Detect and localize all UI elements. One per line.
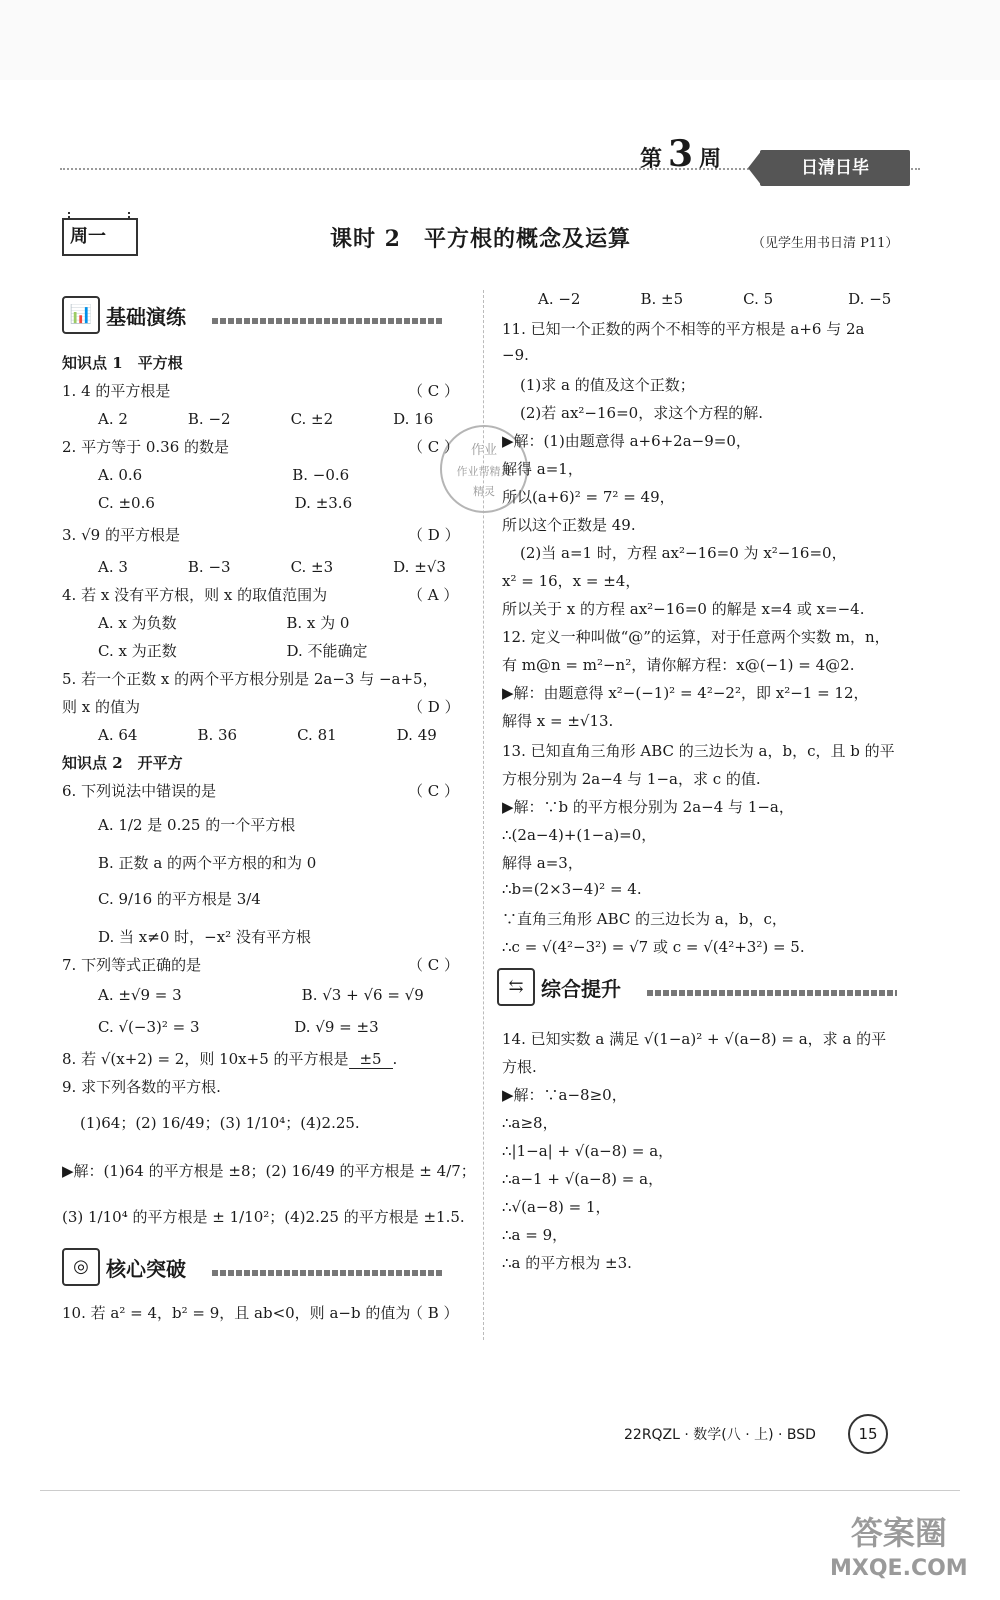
bar-chart-icon: 📊 [62, 296, 100, 334]
daily-badge: 日清日毕 [760, 150, 910, 186]
left-line: D. 当 x≠0 时，−x² 没有平方根 [98, 928, 311, 946]
lesson-title: 课时 2 平方根的概念及运算 [330, 226, 631, 252]
right-line: ∴√(a−8) = 1， [502, 1198, 611, 1216]
left-line: C. ±0.6 D. ±3.6 [98, 494, 353, 512]
left-line: 5. 若一个正数 x 的两个平方根分别是 2a−3 与 −a+5， [62, 670, 438, 688]
choice-answer: （ D ） [408, 526, 460, 544]
left-line: (3) 1/10⁴ 的平方根是 ± 1/10²；(4)2.25 的平方根是 ±1.5. [62, 1208, 465, 1226]
right-line: ∴c = √(4²−3²) = √7 或 c = √(4²+3²) = 5. [502, 938, 805, 956]
right-line: ▶解：由题意得 x²−(−1)² = 4²−2²，即 x²−1 = 12， [502, 684, 869, 702]
lesson-reference: （见学生用书日清 P11） [752, 236, 899, 251]
left-line: 2. 平方等于 0.36 的数是 [62, 438, 230, 456]
left-line: 7. 下列等式正确的是 [62, 956, 202, 974]
right-line: (2)当 a=1 时，方程 ax²−16=0 为 x²−16=0， [520, 544, 847, 562]
left-line: 知识点 2 开平方 [62, 754, 183, 772]
left-line: 4. 若 x 没有平方根，则 x 的取值范围为 [62, 586, 328, 604]
left-line: 知识点 1 平方根 [62, 354, 183, 372]
right-line: 方根分别为 2a−4 与 1−a，求 c 的值. [502, 770, 761, 788]
choice-answer: （ C ） [408, 782, 460, 800]
left-line: C. √(−3)² = 3 D. √9 = ±3 [98, 1018, 379, 1036]
right-line: 所以这个正数是 49. [502, 516, 636, 534]
left-line: 9. 求下列各数的平方根. [62, 1078, 221, 1096]
left-line: 8. 若 √(x+2) = 2，则 10x+5 的平方根是 ±5 . [62, 1050, 398, 1068]
solution-marker-icon: ▶ [502, 798, 514, 816]
section-core: ◎ 核心突破 [62, 1248, 462, 1284]
right-line: 解得 a=3， [502, 854, 583, 872]
left-line: A. 0.6 B. −0.6 [98, 466, 350, 484]
left-line: 10. 若 a² = 4，b² = 9，且 ab<0，则 a−b 的值为 [62, 1304, 411, 1322]
solution-marker-icon: ▶ [502, 684, 514, 702]
right-line: 11. 已知一个正数的两个不相等的平方根是 a+6 与 2a [502, 320, 865, 338]
left-line: 6. 下列说法中错误的是 [62, 782, 217, 800]
right-line: ∵直角三角形 ABC 的三边长为 a，b，c， [502, 910, 787, 928]
left-line: (1)64；(2) 16/49；(3) 1/10⁴；(4)2.25. [80, 1114, 360, 1132]
left-line: A. ±√9 = 3 B. √3 + √6 = √9 [98, 986, 424, 1004]
day-tag: 周一 [62, 218, 138, 256]
right-line: ∴a = 9， [502, 1226, 568, 1244]
left-line: A. 3 B. −3 C. ±3 D. ±√3 [98, 558, 446, 576]
right-line: 12. 定义一种叫做“@”的运算，对于任意两个实数 m，n， [502, 628, 890, 646]
right-line: A. −2 B. ±5 C. 5 D. −5 [538, 290, 892, 308]
choice-answer: （ C ） [408, 438, 460, 456]
left-line: A. 1/2 是 0.25 的一个平方根 [98, 816, 296, 834]
right-line: (2)若 ax²−16=0，求这个方程的解. [520, 404, 763, 422]
right-line: 所以关于 x 的方程 ax²−16=0 的解是 x=4 或 x=−4. [502, 600, 865, 618]
right-line: ▶解：∵b 的平方根分别为 2a−4 与 1−a， [502, 798, 794, 816]
section-basic: 📊 基础演练 [62, 296, 462, 332]
choice-answer: （ A ） [408, 586, 459, 604]
section-advance: ⇆ 综合提升 [497, 968, 917, 1004]
right-line: x² = 16，x = ±4， [502, 572, 641, 590]
right-line: ∴a−1 + √(a−8) = a， [502, 1170, 664, 1188]
right-line: ▶解：(1)由题意得 a+6+2a−9=0， [502, 432, 751, 450]
left-line: A. 64 B. 36 C. 81 D. 49 [98, 726, 437, 744]
solution-marker-icon: ▶ [502, 1086, 514, 1104]
left-line: 1. 4 的平方根是 [62, 382, 171, 400]
right-line: 解得 a=1， [502, 460, 583, 478]
choice-answer: （ D ） [408, 698, 460, 716]
left-line: A. 2 B. −2 C. ±2 D. 16 [98, 410, 434, 428]
target-icon: ◎ [62, 1248, 100, 1286]
left-line: 则 x 的值为 [62, 698, 140, 716]
left-line: ▶解：(1)64 的平方根是 ±8；(2) 16/49 的平方根是 ± 4/7； [62, 1162, 476, 1180]
left-line: 3. √9 的平方根是 [62, 526, 180, 544]
left-line: C. x 为正数 D. 不能确定 [98, 642, 368, 660]
arrows-icon: ⇆ [497, 968, 535, 1006]
left-line: C. 9/16 的平方根是 3/4 [98, 890, 261, 908]
page-number: 15 [848, 1414, 888, 1454]
right-line: ∴|1−a| + √(a−8) = a， [502, 1142, 674, 1160]
footer-rule [40, 1490, 960, 1491]
right-line: 所以(a+6)² = 7² = 49， [502, 488, 675, 506]
week-label: 第 3 周 [640, 133, 722, 175]
page-top-margin [0, 0, 1000, 80]
solution-marker-icon: ▶ [502, 432, 514, 450]
homework-stamp: 作业 作业帮精灵 精灵 [440, 425, 528, 513]
footer-code: 22RQZL · 数学(八 · 上) · BSD [624, 1427, 816, 1443]
choice-answer: （ C ） [408, 382, 460, 400]
right-line: 14. 已知实数 a 满足 √(1−a)² + √(a−8) = a，求 a 的平 [502, 1030, 887, 1048]
right-line: 有 m@n = m²−n²，请你解方程：x@(−1) = 4@2. [502, 656, 855, 674]
right-line: (1)求 a 的值及这个正数； [520, 376, 695, 394]
left-line: A. x 为负数 B. x 为 0 [98, 614, 350, 632]
right-line: 解得 x = ±√13. [502, 712, 614, 730]
choice-answer: （ C ） [408, 956, 460, 974]
left-line: B. 正数 a 的两个平方根的和为 0 [98, 854, 317, 872]
right-line: 13. 已知直角三角形 ABC 的三边长为 a，b，c，且 b 的平 [502, 742, 895, 760]
solution-marker-icon: ▶ [62, 1162, 74, 1180]
right-line: ∴a≥8， [502, 1114, 558, 1132]
watermark: 答案圈 MXQE.COM [830, 1514, 968, 1581]
right-line: ▶解：∵a−8≥0， [502, 1086, 627, 1104]
right-line: −9. [502, 346, 529, 364]
choice-answer: （ B ） [408, 1304, 459, 1322]
right-line: ∴b=(2×3−4)² = 4. [502, 880, 642, 898]
fill-blank-answer: ±5 [349, 1050, 393, 1069]
right-line: 方根. [502, 1058, 537, 1076]
right-line: ∴(2a−4)+(1−a)=0， [502, 826, 657, 844]
right-line: ∴a 的平方根为 ±3. [502, 1254, 632, 1272]
